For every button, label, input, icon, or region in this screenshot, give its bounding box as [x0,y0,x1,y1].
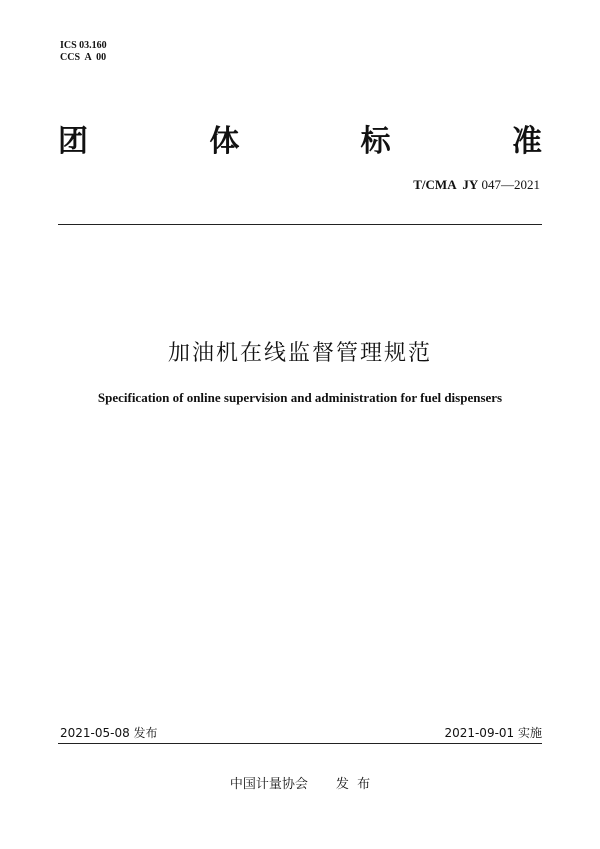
implement-date: 2021-09-01 实施 [444,726,542,740]
document-title-chinese: 加油机在线监督管理规范 [167,341,432,366]
publisher-line [0,773,600,792]
standard-number-value: 047—2021 [478,177,540,192]
top-divider [58,224,542,225]
standard-number [413,177,540,193]
standard-type-char: 体 [209,124,240,159]
classification-codes [60,40,107,64]
standard-type-char: 标 [360,124,391,159]
standard-type-char: 团 [58,124,88,159]
standard-number-prefix: T/CMA JY [413,177,479,192]
publisher-action: 发 布 [335,777,371,792]
publish-date: 2021-05-08 发布 [60,726,158,740]
standard-type-heading [58,122,542,162]
bottom-divider [58,743,542,744]
ics-code: ICS 03.160 [60,40,107,51]
publisher-name: 中国计量协会 [229,777,308,792]
standard-type-char: 准 [511,124,542,159]
ccs-code: CCS A 00 [60,52,107,63]
document-title-english: Specification of online supervision and administration for fuel dispensers [97,390,503,405]
